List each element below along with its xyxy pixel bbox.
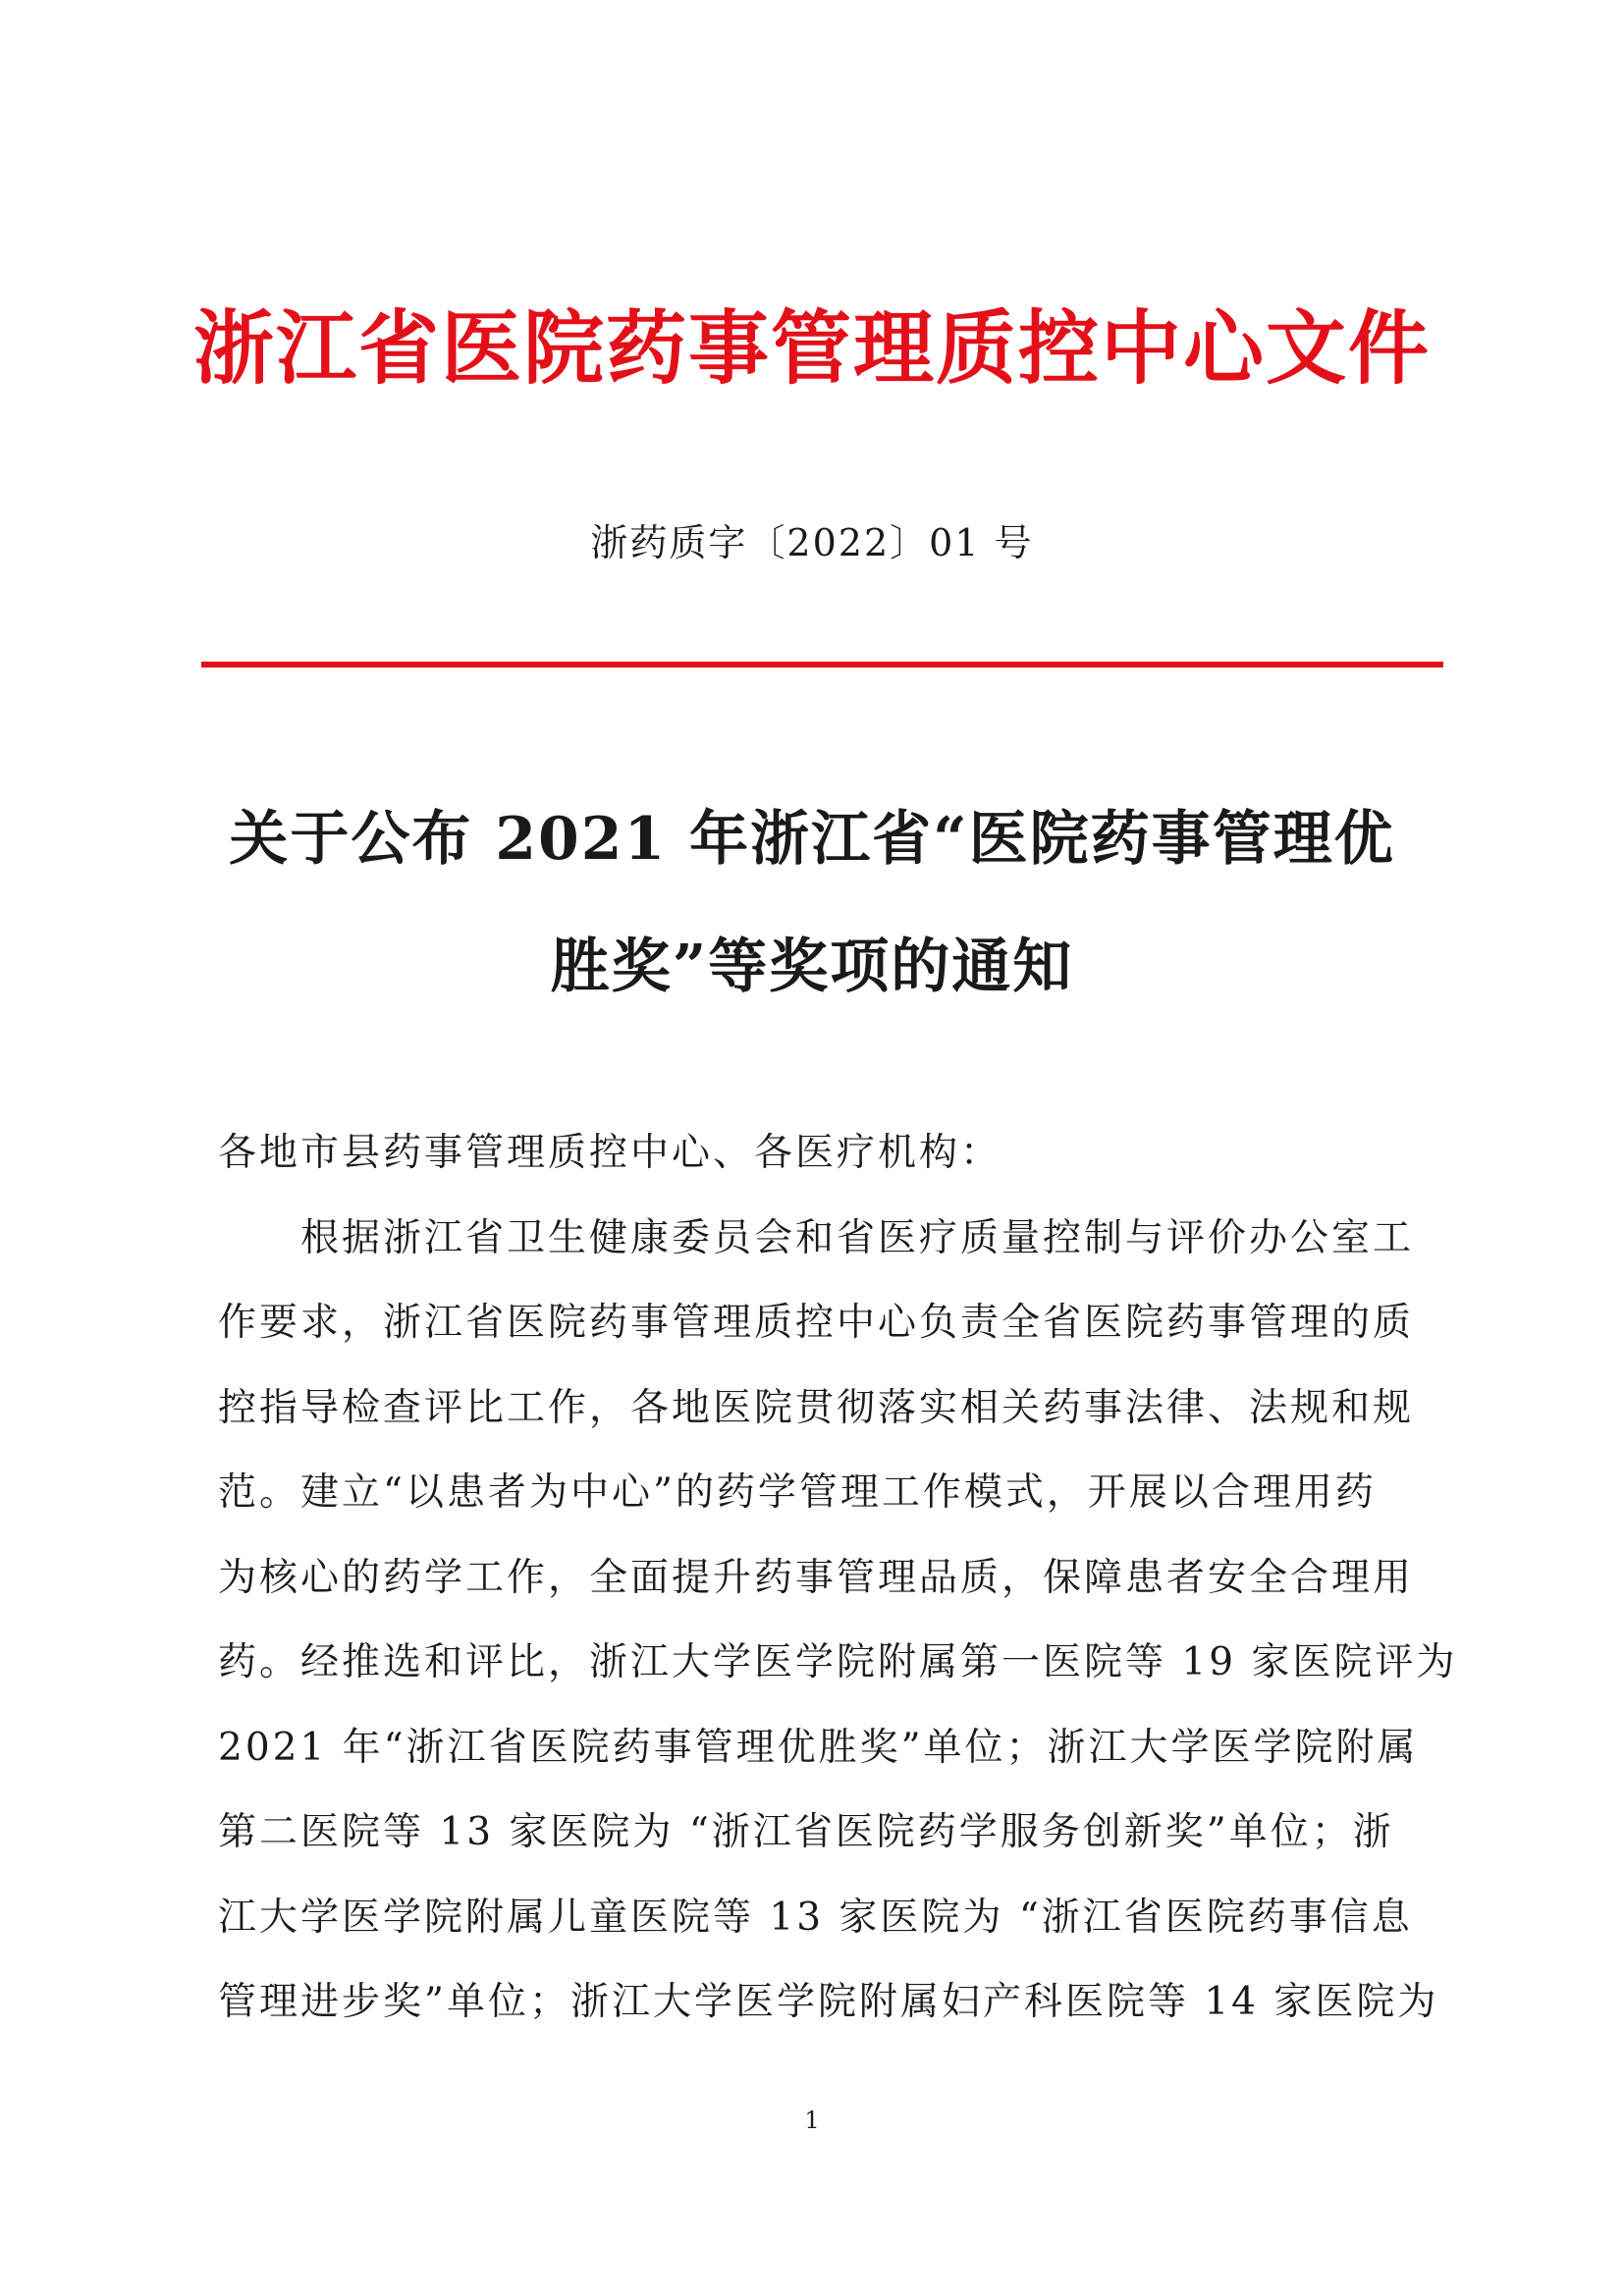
body-line-5: 为核心的药学工作，全面提升药事管理品质，保障患者安全合理用	[218, 1555, 1415, 1600]
body-line-2: 作要求，浙江省医院药事管理质控中心负责全省医院药事管理的质	[218, 1301, 1415, 1345]
body-line-6: 药。经推选和评比，浙江大学医学院附属第一医院等 19 家医院评为	[218, 1640, 1458, 1684]
body-line-7: 2021 年“浙江省医院药事管理优胜奖”单位；浙江大学医学院附属	[218, 1725, 1419, 1770]
salutation: 各地市县药事管理质控中心、各医疗机构：	[218, 1131, 1002, 1175]
body-line-9: 江大学医学院附属儿童医院等 13 家医院为 “浙江省医院药事信息	[218, 1895, 1413, 1940]
document-number: 浙药质字〔2022〕01 号	[590, 521, 1034, 564]
notice-title	[0, 775, 1624, 1031]
document-header-title: 浙江省医院药事管理质控中心文件	[192, 301, 1431, 396]
red-separator-rule	[201, 662, 1443, 667]
page-number: 1	[804, 2107, 820, 2134]
body-line-3: 控指导检查评比工作，各地医院贯彻落实相关药事法律、法规和规	[218, 1385, 1415, 1430]
body-line-10: 管理进步奖”单位；浙江大学医学院附属妇产科医院等 14 家医院为	[218, 1980, 1439, 2024]
body-line-1: 根据浙江省卫生健康委员会和省医疗质量控制与评价办公室工	[300, 1215, 1415, 1260]
notice-title-line-1: 关于公布 2021 年浙江省“医院药事管理优	[229, 805, 1395, 874]
body-text	[218, 1111, 1458, 2046]
body-line-4: 范。建立“以患者为中心”的药学管理工作模式，开展以合理用药	[218, 1470, 1377, 1515]
notice-title-line-2: 胜奖”等奖项的通知	[550, 933, 1074, 1001]
body-line-8: 第二医院等 13 家医院为 “浙江省医院药学服务创新奖”单位；浙	[218, 1810, 1394, 1854]
